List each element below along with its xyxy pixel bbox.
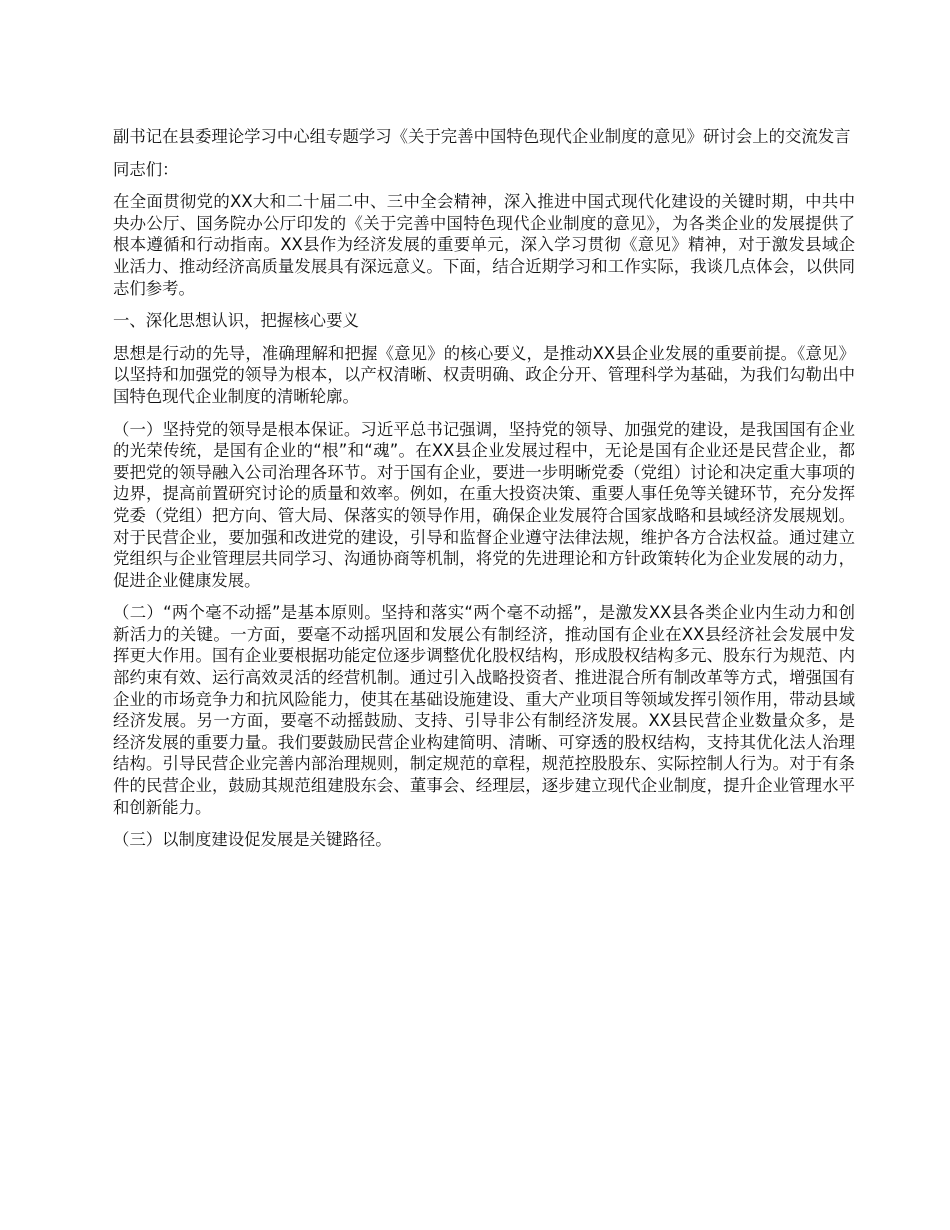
section-heading-1: 一、深化思想认识，把握核心要义 bbox=[113, 311, 359, 331]
salutation: 同志们： bbox=[113, 159, 179, 179]
paragraph-point-1: （一）坚持党的领导是根本保证。习近平总书记强调，坚持党的领导、加强党的建设，是我国国有企业的光荣传统，是国有企业的“根”和“魂”。在XX县企业发展过程中，无论是国有企业还是民营企业，都要把党的领导融入公司治理各环节。对于国有企业，要进一步明晰党委（党组）讨论和决定重大事项的边界，提高前置研究讨论的质量和效率。例如，在重大投资决策、重要人事任免等关键环节，充分发挥党委（党组）把方向、管大局、保落实的领导作用，确保企业发展符合国家战略和县域经济发展规划。对于民营企业，要加强和改进党的建设，引导和监督企业遵守法律法规，维护各方合法权益。通过建立党组织与企业管理层共同学习、沟通协商等机制，将党的先进理论和方针政策转化为企业发展的动力，促进企业健康发展。 bbox=[113, 419, 855, 590]
paragraph-section-1-intro: 思想是行动的先导，准确理解和把握《意见》的核心要义，是推动XX县企业发展的重要前提。《意见》以坚持和加强党的领导为根本，以产权清晰、权责明确、政企分开、管理科学为基础，为我们勾勒出中国特色现代企业制度的清晰轮廓。 bbox=[113, 343, 855, 406]
document-title: 副书记在县委理论学习中心组专题学习《关于完善中国特色现代企业制度的意见》研讨会上的交流发言 bbox=[113, 127, 851, 146]
paragraph-intro: 在全面贯彻党的XX大和二十届二中、三中全会精神，深入推进中国式现代化建设的关键时期，中共中央办公厅、国务院办公厅印发的《关于完善中国特色现代企业制度的意见》，为各类企业的发展提供了根本遵循和行动指南。XX县作为经济发展的重要单元，深入学习贯彻《意见》精神，对于激发县域企业活力、推动经济高质量发展具有深远意义。下面，结合近期学习和工作实际，我谈几点体会，以供同志们参考。 bbox=[113, 192, 855, 298]
paragraph-point-3: （三）以制度建设促发展是关键路径。 bbox=[113, 830, 392, 850]
paragraph-point-2: （二）“两个毫不动摇”是基本原则。坚持和落实“两个毫不动摇”，是激发XX县各类企业内生动力和创新活力的关键。一方面，要毫不动摇巩固和发展公有制经济，推动国有企业在XX县经济社会发展中发挥更大作用。国有企业要根据功能定位逐步调整优化股权结构，形成股权结构多元、股东行为规范、内部约束有效、运行高效灵活的经营机制。通过引入战略投资者、推进混合所有制改革等方式，增强国有企业的市场竞争力和抗风险能力，使其在基础设施建设、重大产业项目等领域发挥引领作用，带动县域经济发展。另一方面，要毫不动摇鼓励、支持、引导非公有制经济发展。XX县民营企业数量众多，是经济发展的重要力量。我们要鼓励民营企业构建简明、清晰、可穿透的股权结构，支持其优化法人治理结构。引导民营企业完善内部治理规则，制定规范的章程，规范控股股东、实际控制人行为。对于有条件的民营企业，鼓励其规范组建股东会、董事会、经理层，逐步建立现代企业制度，提升企业管理水平和创新能力。 bbox=[113, 603, 855, 817]
document-page bbox=[113, 126, 855, 862]
